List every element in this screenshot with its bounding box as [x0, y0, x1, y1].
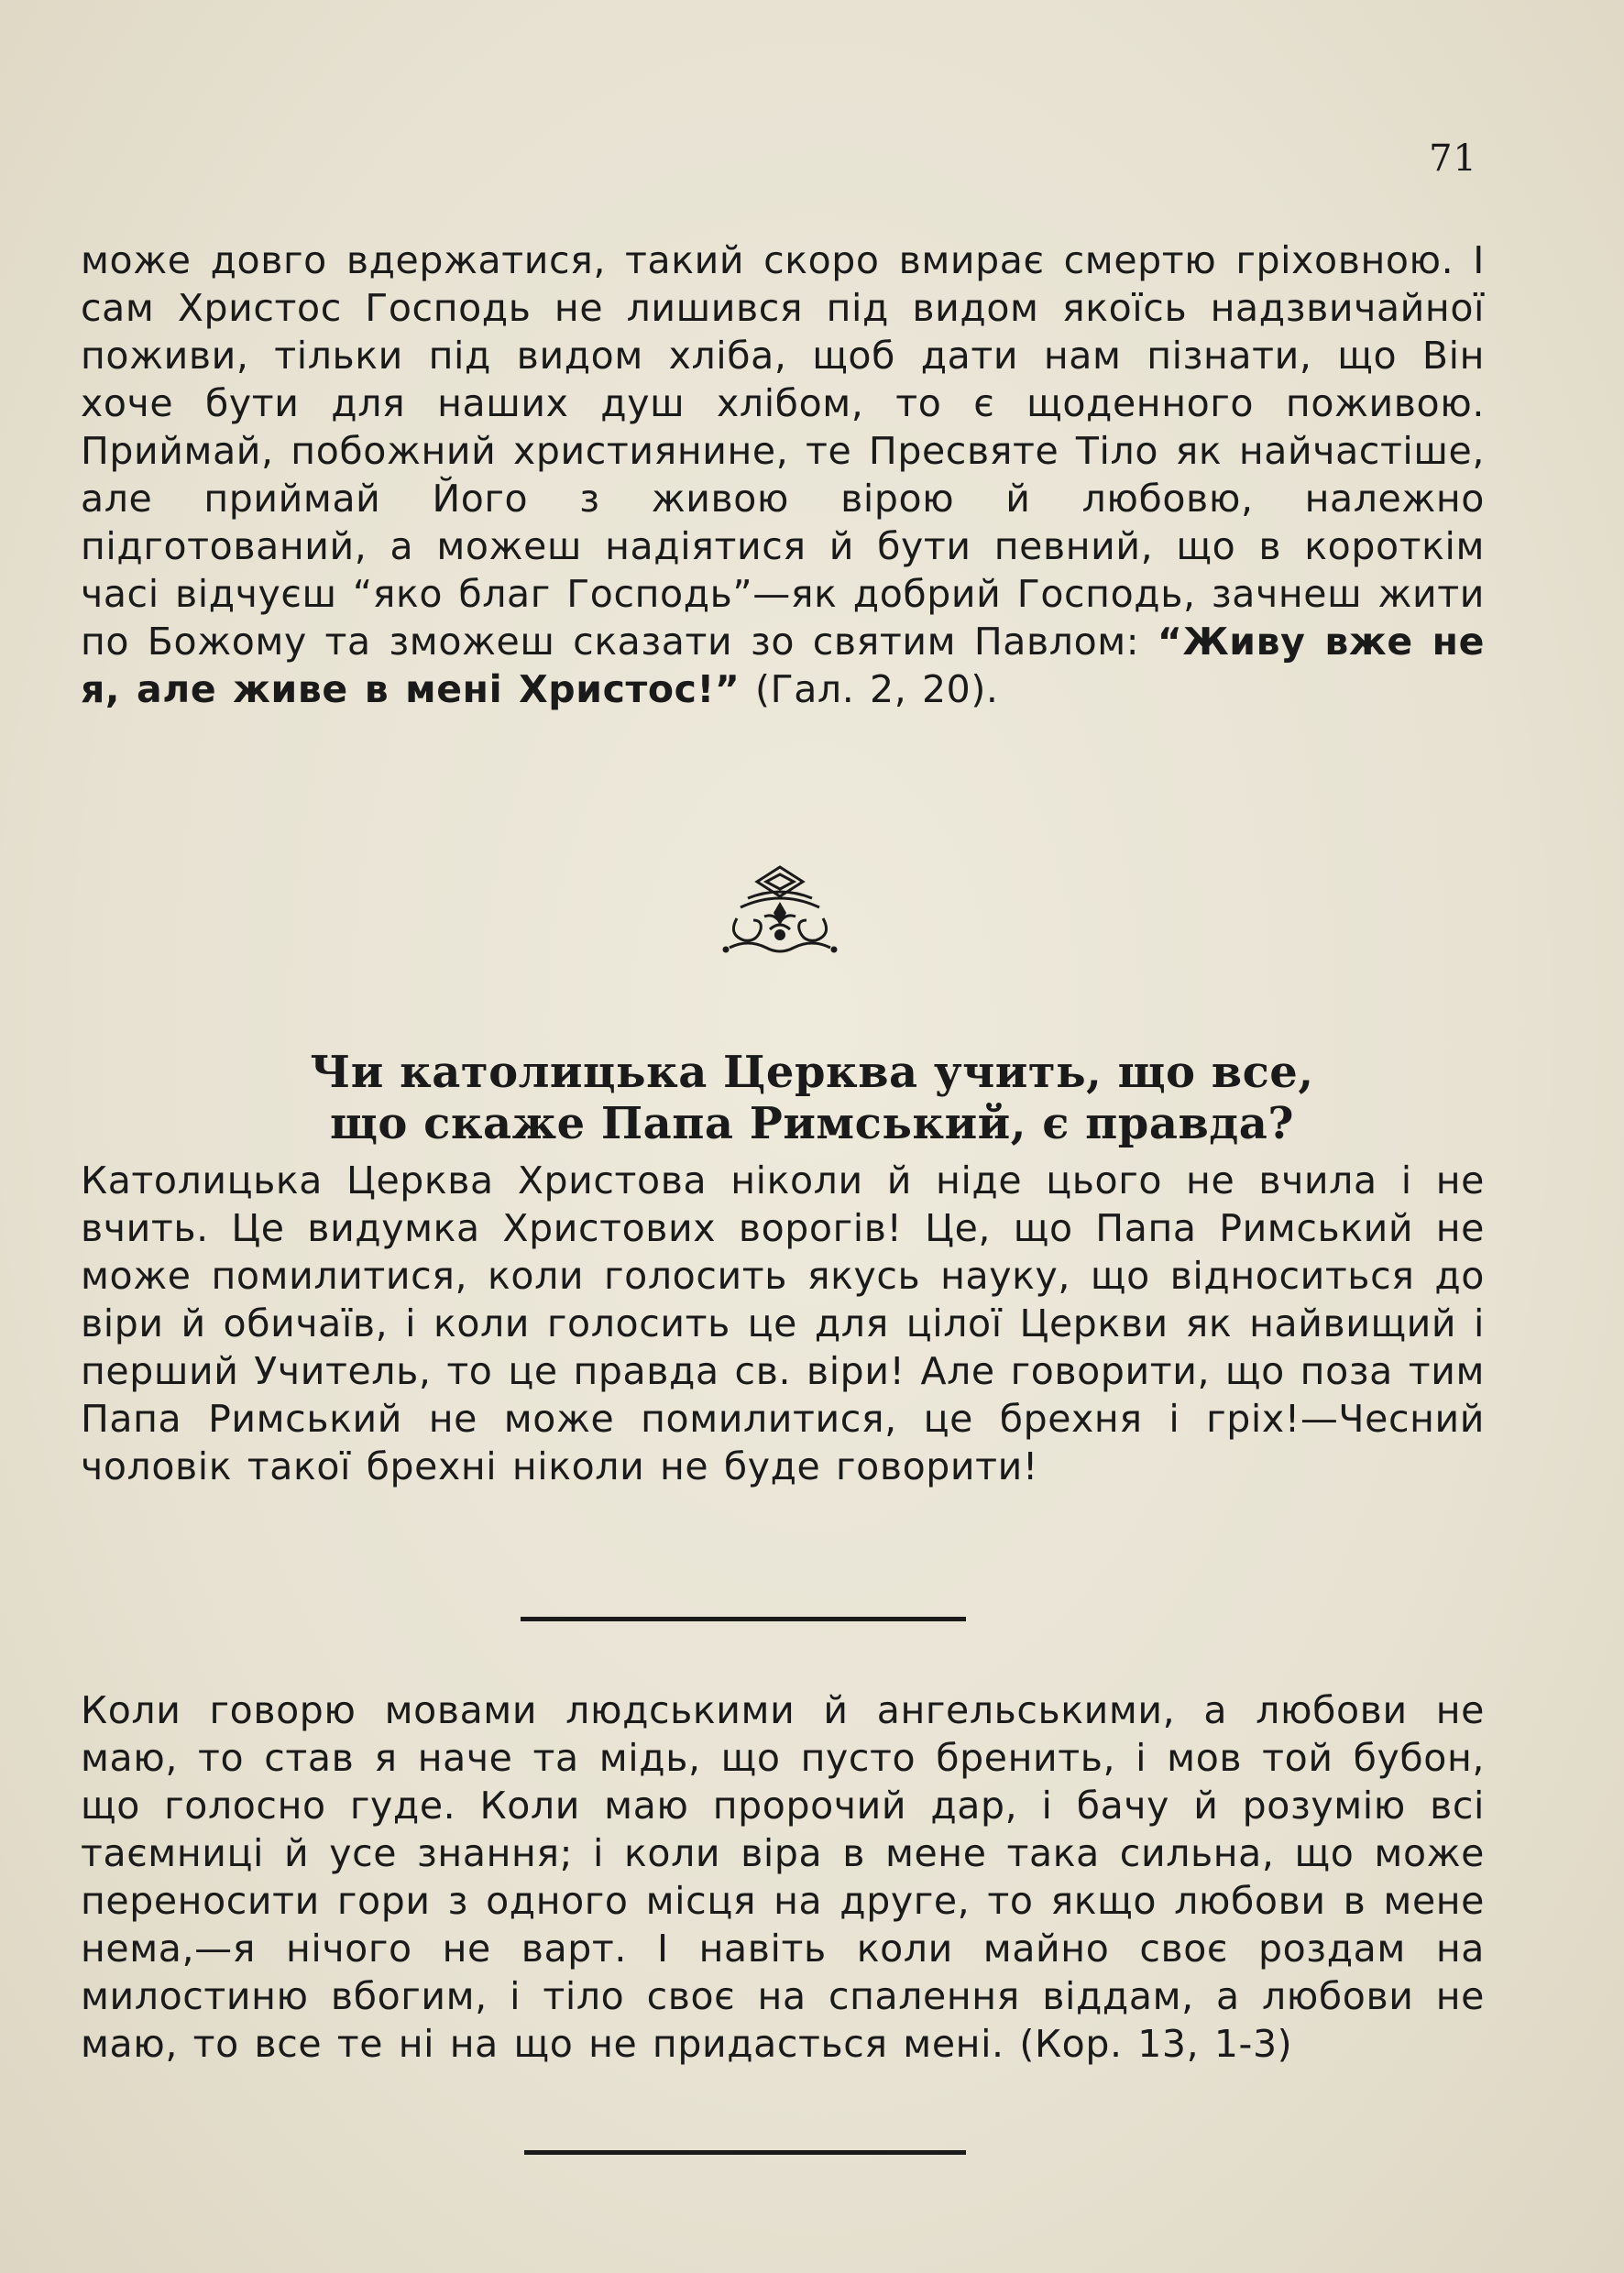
scripture-citation: (Гал. 2, 20).	[740, 667, 999, 711]
paragraph-text	[81, 236, 1485, 713]
continued-paragraph	[81, 236, 1485, 713]
section-heading	[183, 1047, 1441, 1149]
bold-quote: “Живу вже не я, але живе в мені Христос!”	[81, 620, 1485, 711]
corinthians-paragraph	[81, 1686, 1485, 2068]
heading-line-1: Чи католицька Церква учить, що все,	[310, 1047, 1314, 1098]
divider-rule	[521, 1617, 966, 1621]
heading-line-2: що скаже Папа Римський, є правда?	[329, 1098, 1295, 1149]
page-number: 71	[1429, 137, 1477, 180]
paragraph-body: Коли говорю мовами людськими й ангельськими, а любови не маю, то став я наче та мідь, що пусто бренить, і мов той бубон, що голосно гуде. Коли маю пророчий дар, і бачу й розумію всі таємниці й усе знання; і коли віра в мене така сильна, що може переносити гори з одного місця на друге, то якщо любови в мене нема,—я нічого не варт. І навіть коли майно своє роздам на милостиню вбогим, і тіло своє на спалення віддам, а любови не маю, то все те ні на що не придасться мені.	[81, 1688, 1485, 2066]
answer-paragraph	[81, 1157, 1485, 1490]
divider-rule	[524, 2150, 966, 2155]
paragraph-text	[81, 1686, 1485, 2068]
paragraph-text: Католицька Церква Христова ніколи й ніде цього не вчила і не вчить. Це видумка Христових ворогів! Це, що Папа Римський не може помилитися, коли голосить якусь науку, що відноситься до віри й обичаїв, і коли голосить це для цілої Церкви як найвищий і перший Учитель, то це правда св. віри! Але говорити, що поза тим Папа Римський не може помилитися, це брехня і гріх!—Чесний чоловік такої брехні ніколи не буде говорити!	[81, 1158, 1485, 1488]
paragraph-body: може довго вдержатися, такий скоро вмирає смертю гріховною. І сам Христос Господь не лишився під видом якоїсь надзвичайної поживи, тільки під видом хліба, щоб дати нам пізнати, що Він хоче бути для наших душ хлібом, то є щоденного поживою. Приймай, побожний християнине, те Пресвяте Тіло як найчастіше, але приймай Його з живою вірою й любовю, належно підготований, а можеш надіятися й бути певний, що в короткім часі відчуєш “яко благ Господь”—як добрий Господь, зачнеш жити по Божому та зможеш сказати зо святим Павлом:	[81, 238, 1485, 664]
scripture-citation: (Кор. 13, 1-3)	[1019, 2022, 1293, 2066]
floral-vignette-icon	[720, 862, 839, 962]
